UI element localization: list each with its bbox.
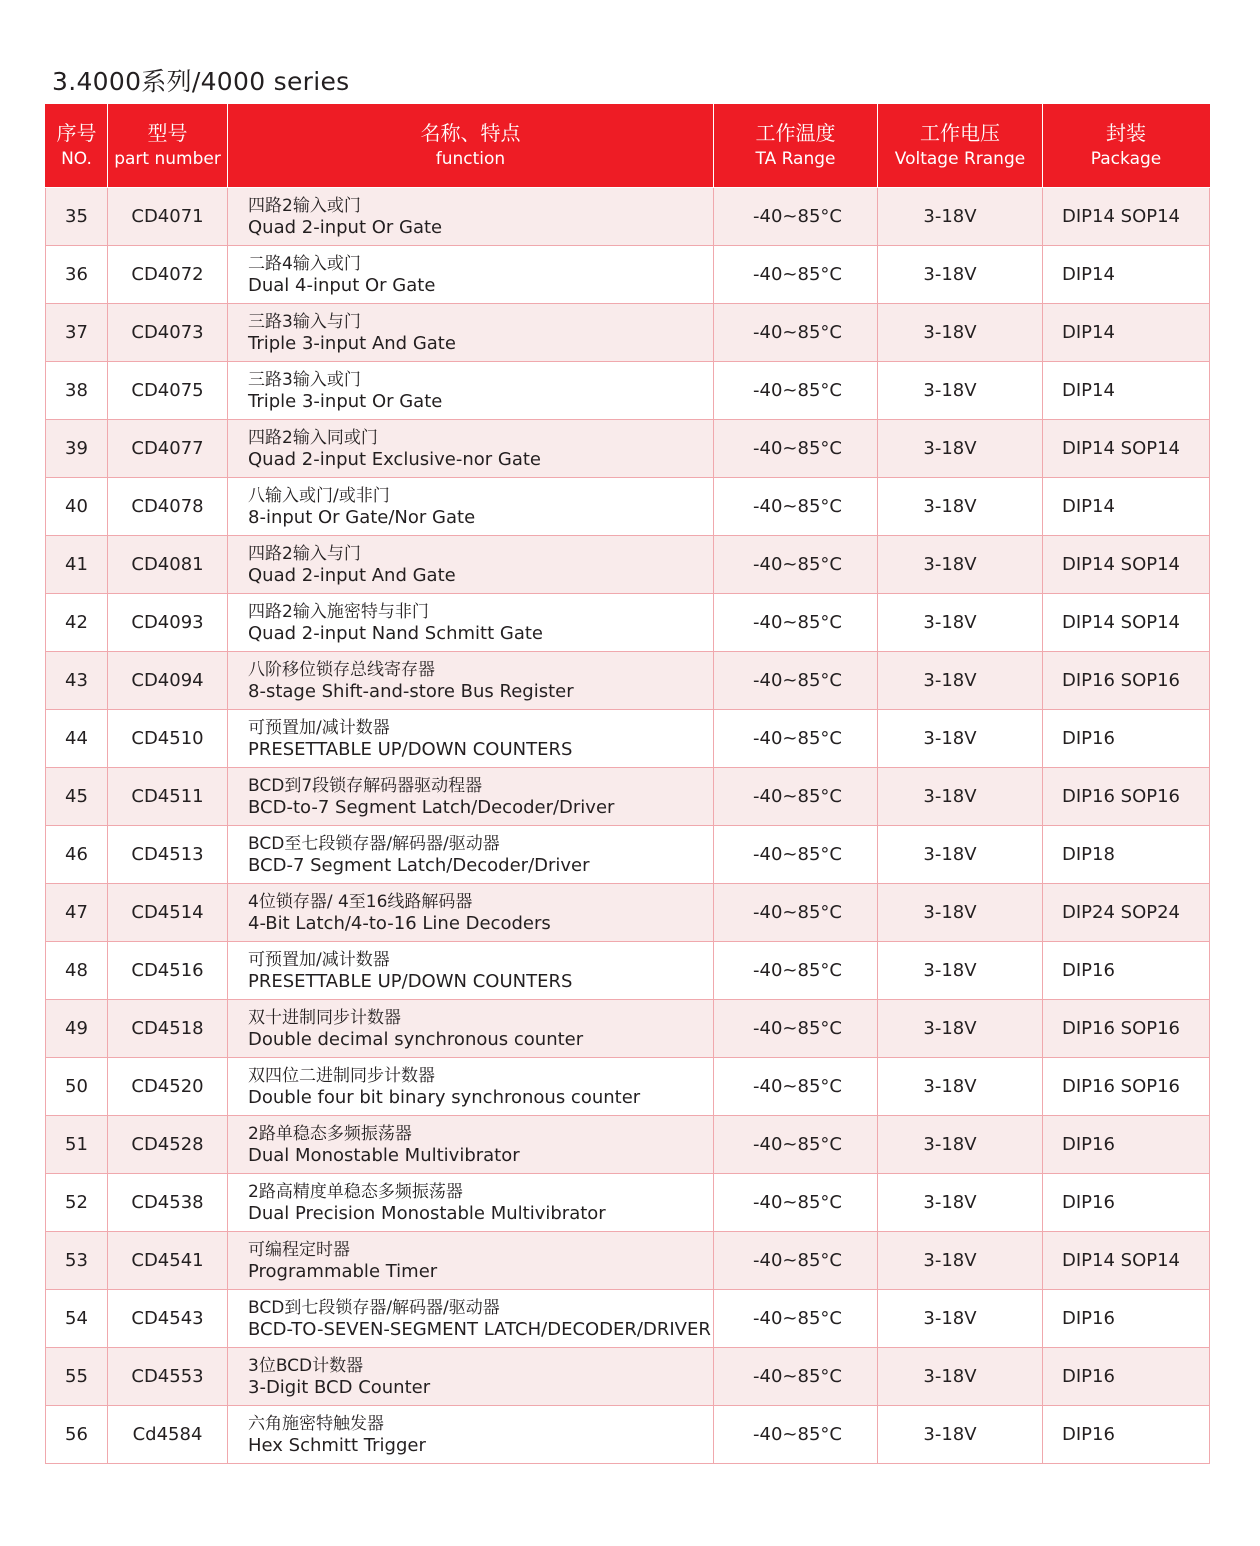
- cell-no: 40: [46, 478, 108, 536]
- cell-no: 37: [46, 304, 108, 362]
- cell-function: [228, 942, 714, 1000]
- cell-part-number: CD4075: [108, 362, 228, 420]
- cell-function: [228, 478, 714, 536]
- cell-function: [228, 1116, 714, 1174]
- cell-part-number: CD4073: [108, 304, 228, 362]
- cell-ta-range: -40~85°C: [714, 1058, 878, 1116]
- cell-package: DIP14 SOP14: [1043, 536, 1210, 594]
- cell-part-number: CD4511: [108, 768, 228, 826]
- cell-part-number: CD4077: [108, 420, 228, 478]
- function-en: Quad 2-input Exclusive-nor Gate: [248, 448, 541, 470]
- function-cn: 二路4输入或门: [248, 253, 361, 274]
- cell-no: 48: [46, 942, 108, 1000]
- table-row: [46, 1174, 1210, 1232]
- table-row: [46, 246, 1210, 304]
- table-row: [46, 1000, 1210, 1058]
- column-header-no-cn: 序号: [56, 121, 97, 145]
- function-cn: 四路2输入同或门: [248, 427, 378, 448]
- cell-voltage: 3-18V: [878, 420, 1043, 478]
- cell-voltage: 3-18V: [878, 304, 1043, 362]
- function-cn: 双四位二进制同步计数器: [248, 1065, 435, 1086]
- cell-package: DIP14: [1043, 246, 1210, 304]
- table-row: [46, 420, 1210, 478]
- cell-part-number: CD4081: [108, 536, 228, 594]
- cell-ta-range: -40~85°C: [714, 1348, 878, 1406]
- cell-no: 46: [46, 826, 108, 884]
- function-cn: 三路3输入或门: [248, 369, 361, 390]
- column-header-voltage-cn: 工作电压: [920, 121, 1000, 145]
- function-en: 8-input Or Gate/Nor Gate: [248, 506, 476, 528]
- table-row: [46, 1116, 1210, 1174]
- cell-ta-range: -40~85°C: [714, 826, 878, 884]
- function-cn: 三路3输入与门: [248, 311, 361, 332]
- cell-package: DIP16 SOP16: [1043, 768, 1210, 826]
- function-en: Hex Schmitt Trigger: [248, 1434, 426, 1456]
- column-header-ta-range: [714, 105, 878, 188]
- cell-part-number: Cd4584: [108, 1406, 228, 1464]
- table-row: [46, 1290, 1210, 1348]
- table-row: [46, 652, 1210, 710]
- column-header-voltage-en: Voltage Rrange: [894, 149, 1026, 169]
- cell-voltage: 3-18V: [878, 1000, 1043, 1058]
- table-row: [46, 304, 1210, 362]
- cell-part-number: CD4541: [108, 1232, 228, 1290]
- cell-package: DIP14 SOP14: [1043, 594, 1210, 652]
- cell-no: 50: [46, 1058, 108, 1116]
- function-cn: 四路2输入施密特与非门: [248, 601, 429, 622]
- spec-table: [45, 104, 1210, 1464]
- function-en: Quad 2-input And Gate: [248, 564, 456, 586]
- function-cn: BCD到7段锁存解码器驱动程器: [248, 775, 483, 796]
- cell-ta-range: -40~85°C: [714, 768, 878, 826]
- cell-no: 56: [46, 1406, 108, 1464]
- cell-package: DIP14 SOP14: [1043, 420, 1210, 478]
- cell-function: [228, 362, 714, 420]
- cell-ta-range: -40~85°C: [714, 652, 878, 710]
- table-row: [46, 710, 1210, 768]
- function-en: 8-stage Shift-and-store Bus Register: [248, 680, 574, 702]
- cell-no: 52: [46, 1174, 108, 1232]
- cell-no: 47: [46, 884, 108, 942]
- column-header-package-cn: 封装: [1106, 121, 1146, 145]
- function-en: BCD-7 Segment Latch/Decoder/Driver: [248, 854, 590, 876]
- table-row: [46, 1058, 1210, 1116]
- cell-package: DIP16 SOP16: [1043, 1000, 1210, 1058]
- function-cn: 可预置加/减计数器: [248, 949, 390, 970]
- table-header: [46, 105, 1210, 188]
- table-row: [46, 1232, 1210, 1290]
- function-cn: 3位BCD计数器: [248, 1355, 364, 1376]
- cell-no: 51: [46, 1116, 108, 1174]
- function-en: Quad 2-input Nand Schmitt Gate: [248, 622, 543, 644]
- cell-package: DIP14 SOP14: [1043, 188, 1210, 246]
- cell-part-number: CD4528: [108, 1116, 228, 1174]
- cell-no: 38: [46, 362, 108, 420]
- column-header-package-en: Package: [1090, 149, 1162, 169]
- function-cn: 2路高精度单稳态多频振荡器: [248, 1181, 463, 1202]
- cell-ta-range: -40~85°C: [714, 1116, 878, 1174]
- function-cn: 4位锁存器/ 4至16线路解码器: [248, 891, 473, 912]
- table-row: [46, 884, 1210, 942]
- cell-part-number: CD4513: [108, 826, 228, 884]
- cell-ta-range: -40~85°C: [714, 362, 878, 420]
- cell-voltage: 3-18V: [878, 1232, 1043, 1290]
- function-en: Triple 3-input And Gate: [248, 332, 456, 354]
- cell-package: DIP14: [1043, 478, 1210, 536]
- cell-no: 49: [46, 1000, 108, 1058]
- cell-no: 53: [46, 1232, 108, 1290]
- table-row: [46, 362, 1210, 420]
- cell-part-number: CD4094: [108, 652, 228, 710]
- cell-package: DIP16 SOP16: [1043, 1058, 1210, 1116]
- cell-voltage: 3-18V: [878, 826, 1043, 884]
- cell-function: [228, 826, 714, 884]
- cell-function: [228, 420, 714, 478]
- cell-ta-range: -40~85°C: [714, 1000, 878, 1058]
- cell-no: 43: [46, 652, 108, 710]
- cell-function: [228, 304, 714, 362]
- cell-voltage: 3-18V: [878, 1406, 1043, 1464]
- cell-package: DIP14 SOP14: [1043, 1232, 1210, 1290]
- function-en: PRESETTABLE UP/DOWN COUNTERS: [248, 970, 573, 992]
- table-row: [46, 536, 1210, 594]
- cell-no: 55: [46, 1348, 108, 1406]
- cell-ta-range: -40~85°C: [714, 710, 878, 768]
- function-en: Dual Monostable Multivibrator: [248, 1144, 520, 1166]
- cell-function: [228, 188, 714, 246]
- page-title: 3.4000系列/4000 series: [52, 67, 350, 96]
- cell-function: [228, 884, 714, 942]
- cell-function: [228, 1406, 714, 1464]
- column-header-part-number-cn: 型号: [147, 121, 188, 145]
- cell-package: DIP16: [1043, 1116, 1210, 1174]
- table-row: [46, 1406, 1210, 1464]
- column-header-ta-range-cn: 工作温度: [755, 121, 836, 145]
- cell-package: DIP16 SOP16: [1043, 652, 1210, 710]
- cell-package: DIP16: [1043, 1406, 1210, 1464]
- cell-voltage: 3-18V: [878, 246, 1043, 304]
- cell-voltage: 3-18V: [878, 594, 1043, 652]
- cell-function: [228, 1000, 714, 1058]
- cell-package: DIP16: [1043, 1174, 1210, 1232]
- function-cn: 可预置加/减计数器: [248, 717, 390, 738]
- cell-package: DIP16: [1043, 942, 1210, 1000]
- cell-voltage: 3-18V: [878, 1058, 1043, 1116]
- cell-function: [228, 1348, 714, 1406]
- function-en: Double four bit binary synchronous counter: [248, 1086, 641, 1108]
- cell-package: DIP14: [1043, 362, 1210, 420]
- cell-ta-range: -40~85°C: [714, 536, 878, 594]
- cell-no: 39: [46, 420, 108, 478]
- function-cn: 2路单稳态多频振荡器: [248, 1123, 412, 1144]
- cell-package: DIP14: [1043, 304, 1210, 362]
- function-cn: 四路2输入与门: [248, 543, 361, 564]
- cell-voltage: 3-18V: [878, 536, 1043, 594]
- function-en: Programmable Timer: [248, 1260, 438, 1282]
- cell-ta-range: -40~85°C: [714, 884, 878, 942]
- cell-part-number: CD4093: [108, 594, 228, 652]
- cell-ta-range: -40~85°C: [714, 478, 878, 536]
- cell-part-number: CD4553: [108, 1348, 228, 1406]
- function-cn: 八输入或门/或非门: [248, 485, 390, 506]
- column-header-part-number-en: part number: [114, 149, 221, 169]
- cell-package: DIP24 SOP24: [1043, 884, 1210, 942]
- cell-voltage: 3-18V: [878, 478, 1043, 536]
- cell-voltage: 3-18V: [878, 768, 1043, 826]
- column-header-voltage: [878, 105, 1043, 188]
- column-header-package: [1043, 105, 1210, 188]
- function-cn: 四路2输入或门: [248, 195, 361, 216]
- cell-ta-range: -40~85°C: [714, 1174, 878, 1232]
- cell-function: [228, 1232, 714, 1290]
- cell-ta-range: -40~85°C: [714, 594, 878, 652]
- function-en: BCD-TO-SEVEN-SEGMENT LATCH/DECODER/DRIVER: [248, 1318, 711, 1340]
- function-en: Dual 4-input Or Gate: [248, 274, 436, 296]
- cell-ta-range: -40~85°C: [714, 188, 878, 246]
- cell-part-number: CD4516: [108, 942, 228, 1000]
- table-row: [46, 768, 1210, 826]
- cell-package: DIP16: [1043, 710, 1210, 768]
- cell-voltage: 3-18V: [878, 1348, 1043, 1406]
- cell-part-number: CD4538: [108, 1174, 228, 1232]
- function-cn: 六角施密特触发器: [248, 1413, 384, 1434]
- cell-voltage: 3-18V: [878, 362, 1043, 420]
- cell-voltage: 3-18V: [878, 188, 1043, 246]
- column-header-no: [46, 105, 108, 188]
- function-en: 3-Digit BCD Counter: [248, 1376, 431, 1398]
- function-cn: 可编程定时器: [248, 1239, 350, 1260]
- cell-voltage: 3-18V: [878, 1116, 1043, 1174]
- cell-function: [228, 1174, 714, 1232]
- column-header-no-en: NO.: [61, 149, 92, 169]
- cell-function: [228, 594, 714, 652]
- cell-package: DIP16: [1043, 1290, 1210, 1348]
- cell-package: DIP18: [1043, 826, 1210, 884]
- cell-voltage: 3-18V: [878, 1174, 1043, 1232]
- cell-part-number: CD4072: [108, 246, 228, 304]
- cell-no: 44: [46, 710, 108, 768]
- cell-ta-range: -40~85°C: [714, 1406, 878, 1464]
- cell-voltage: 3-18V: [878, 652, 1043, 710]
- function-en: Triple 3-input Or Gate: [248, 390, 443, 412]
- cell-no: 42: [46, 594, 108, 652]
- cell-function: [228, 710, 714, 768]
- table-row: [46, 594, 1210, 652]
- cell-part-number: CD4514: [108, 884, 228, 942]
- cell-part-number: CD4543: [108, 1290, 228, 1348]
- cell-no: 36: [46, 246, 108, 304]
- function-cn: 八阶移位锁存总线寄存器: [248, 659, 435, 680]
- cell-ta-range: -40~85°C: [714, 420, 878, 478]
- cell-part-number: CD4071: [108, 188, 228, 246]
- cell-voltage: 3-18V: [878, 942, 1043, 1000]
- function-cn: BCD至七段锁存器/解码器/驱动器: [248, 833, 500, 854]
- cell-no: 35: [46, 188, 108, 246]
- column-header-function-en: function: [435, 149, 506, 169]
- cell-no: 45: [46, 768, 108, 826]
- column-header-part-number: [108, 105, 228, 188]
- function-en: Quad 2-input Or Gate: [248, 216, 443, 238]
- table-row: [46, 1348, 1210, 1406]
- table-body: [46, 188, 1210, 1464]
- cell-part-number: CD4520: [108, 1058, 228, 1116]
- function-en: 4-Bit Latch/4-to-16 Line Decoders: [248, 912, 551, 934]
- cell-ta-range: -40~85°C: [714, 1232, 878, 1290]
- function-en: Dual Precision Monostable Multivibrator: [248, 1202, 606, 1224]
- table-row: [46, 942, 1210, 1000]
- cell-part-number: CD4510: [108, 710, 228, 768]
- cell-function: [228, 652, 714, 710]
- cell-ta-range: -40~85°C: [714, 246, 878, 304]
- cell-package: DIP16: [1043, 1348, 1210, 1406]
- column-header-function-cn: 名称、特点: [420, 121, 521, 145]
- cell-voltage: 3-18V: [878, 1290, 1043, 1348]
- cell-function: [228, 1058, 714, 1116]
- cell-no: 41: [46, 536, 108, 594]
- function-en: PRESETTABLE UP/DOWN COUNTERS: [248, 738, 573, 760]
- function-cn: 双十进制同步计数器: [248, 1007, 401, 1028]
- column-header-function: [228, 105, 714, 188]
- cell-ta-range: -40~85°C: [714, 1290, 878, 1348]
- cell-ta-range: -40~85°C: [714, 304, 878, 362]
- cell-voltage: 3-18V: [878, 884, 1043, 942]
- table-row: [46, 188, 1210, 246]
- table-row: [46, 478, 1210, 536]
- table-row: [46, 826, 1210, 884]
- column-header-ta-range-en: TA Range: [755, 149, 836, 169]
- cell-function: [228, 768, 714, 826]
- cell-voltage: 3-18V: [878, 710, 1043, 768]
- header-row: [46, 105, 1210, 188]
- cell-function: [228, 536, 714, 594]
- function-en: Double decimal synchronous counter: [248, 1028, 584, 1050]
- cell-part-number: CD4518: [108, 1000, 228, 1058]
- function-en: BCD-to-7 Segment Latch/Decoder/Driver: [248, 796, 615, 818]
- cell-function: [228, 246, 714, 304]
- function-cn: BCD到七段锁存器/解码器/驱动器: [248, 1297, 500, 1318]
- cell-function: [228, 1290, 714, 1348]
- cell-ta-range: -40~85°C: [714, 942, 878, 1000]
- cell-part-number: CD4078: [108, 478, 228, 536]
- cell-no: 54: [46, 1290, 108, 1348]
